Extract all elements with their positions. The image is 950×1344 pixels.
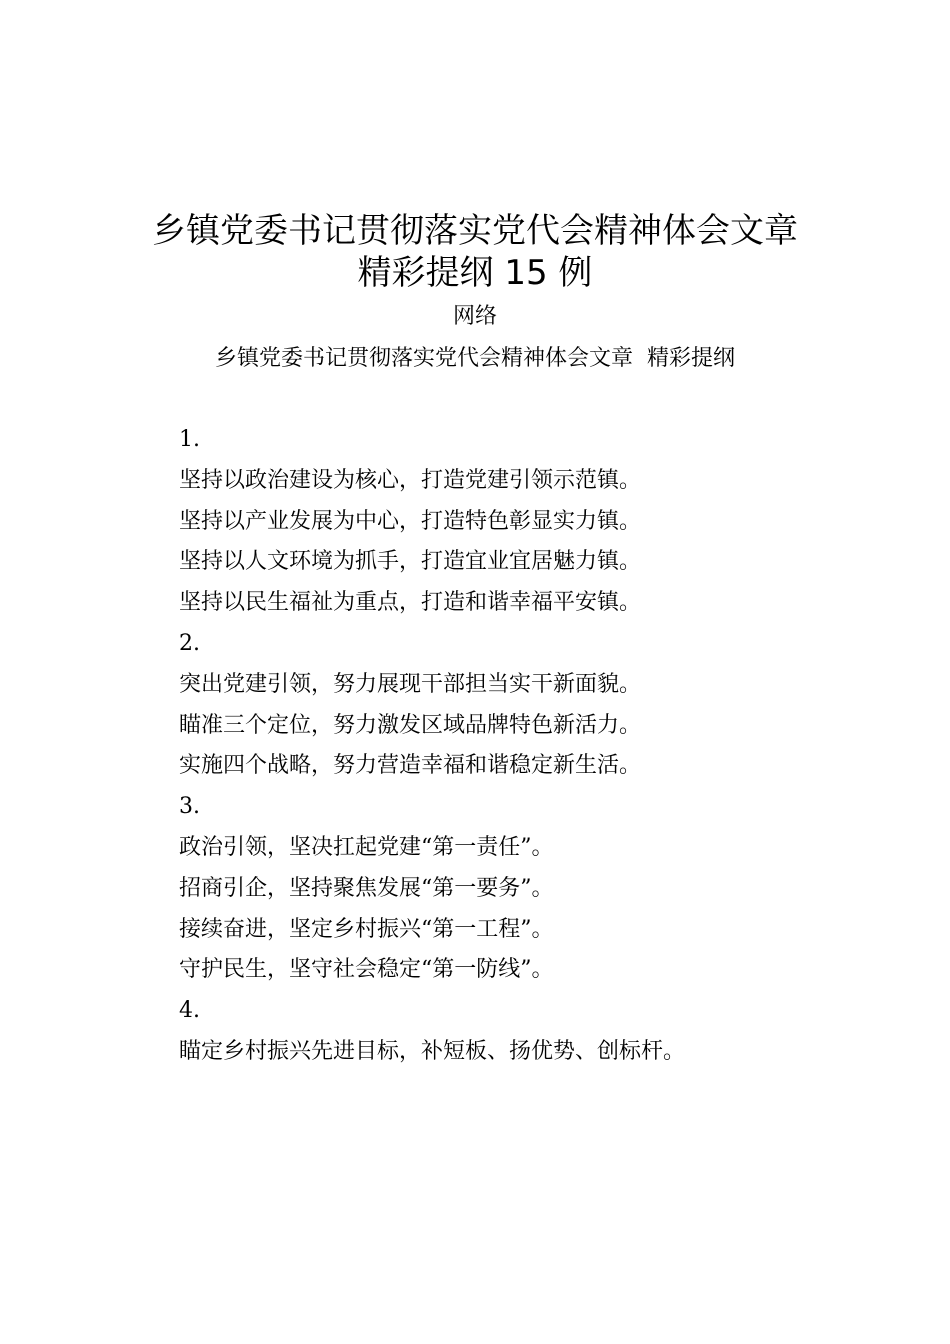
section-line: 守护民生，坚守社会稳定“第一防线”。 [179,957,554,983]
document-source: 网络 [452,304,497,329]
section-number: 3. [179,794,200,820]
section-line: 政治引领，坚决扛起党建“第一责任”。 [179,834,554,860]
section-line: 坚持以人文环境为抓手，打造宜业宜居魅力镇。 [179,549,642,575]
document-title-line1: 乡镇党委书记贯彻落实党代会精神体会文章 [152,211,798,251]
section-number: 1. [179,427,200,452]
document-subtitle: 乡镇党委书记贯彻落实党代会精神体会文章 精彩提纲 [215,346,735,371]
section-number: 2. [179,630,200,656]
document-title-line2: 精彩提纲 15 例 [357,253,593,293]
section-line: 瞄准三个定位，努力激发区域品牌特色新活力。 [179,712,642,738]
section-line: 瞄定乡村振兴先进目标，补短板、扬优势、创标杆。 [179,1038,686,1064]
section-line: 实施四个战略，努力营造幸福和谐稳定新生活。 [179,753,642,779]
section-line: 突出党建引领，努力展现干部担当实干新面貌。 [179,671,642,697]
section-line: 坚持以产业发展为中心，打造特色彰显实力镇。 [179,508,642,534]
section-line: 招商引企，坚持聚焦发展“第一要务”。 [179,875,554,901]
document-body [179,424,899,1077]
section-line: 坚持以民生福祉为重点，打造和谐幸福平安镇。 [179,590,642,616]
section-number: 4. [179,998,200,1024]
section-line: 坚持以政治建设为核心，打造党建引领示范镇。 [179,467,642,493]
section-line: 接续奋进，坚定乡村振兴“第一工程”。 [179,916,554,942]
